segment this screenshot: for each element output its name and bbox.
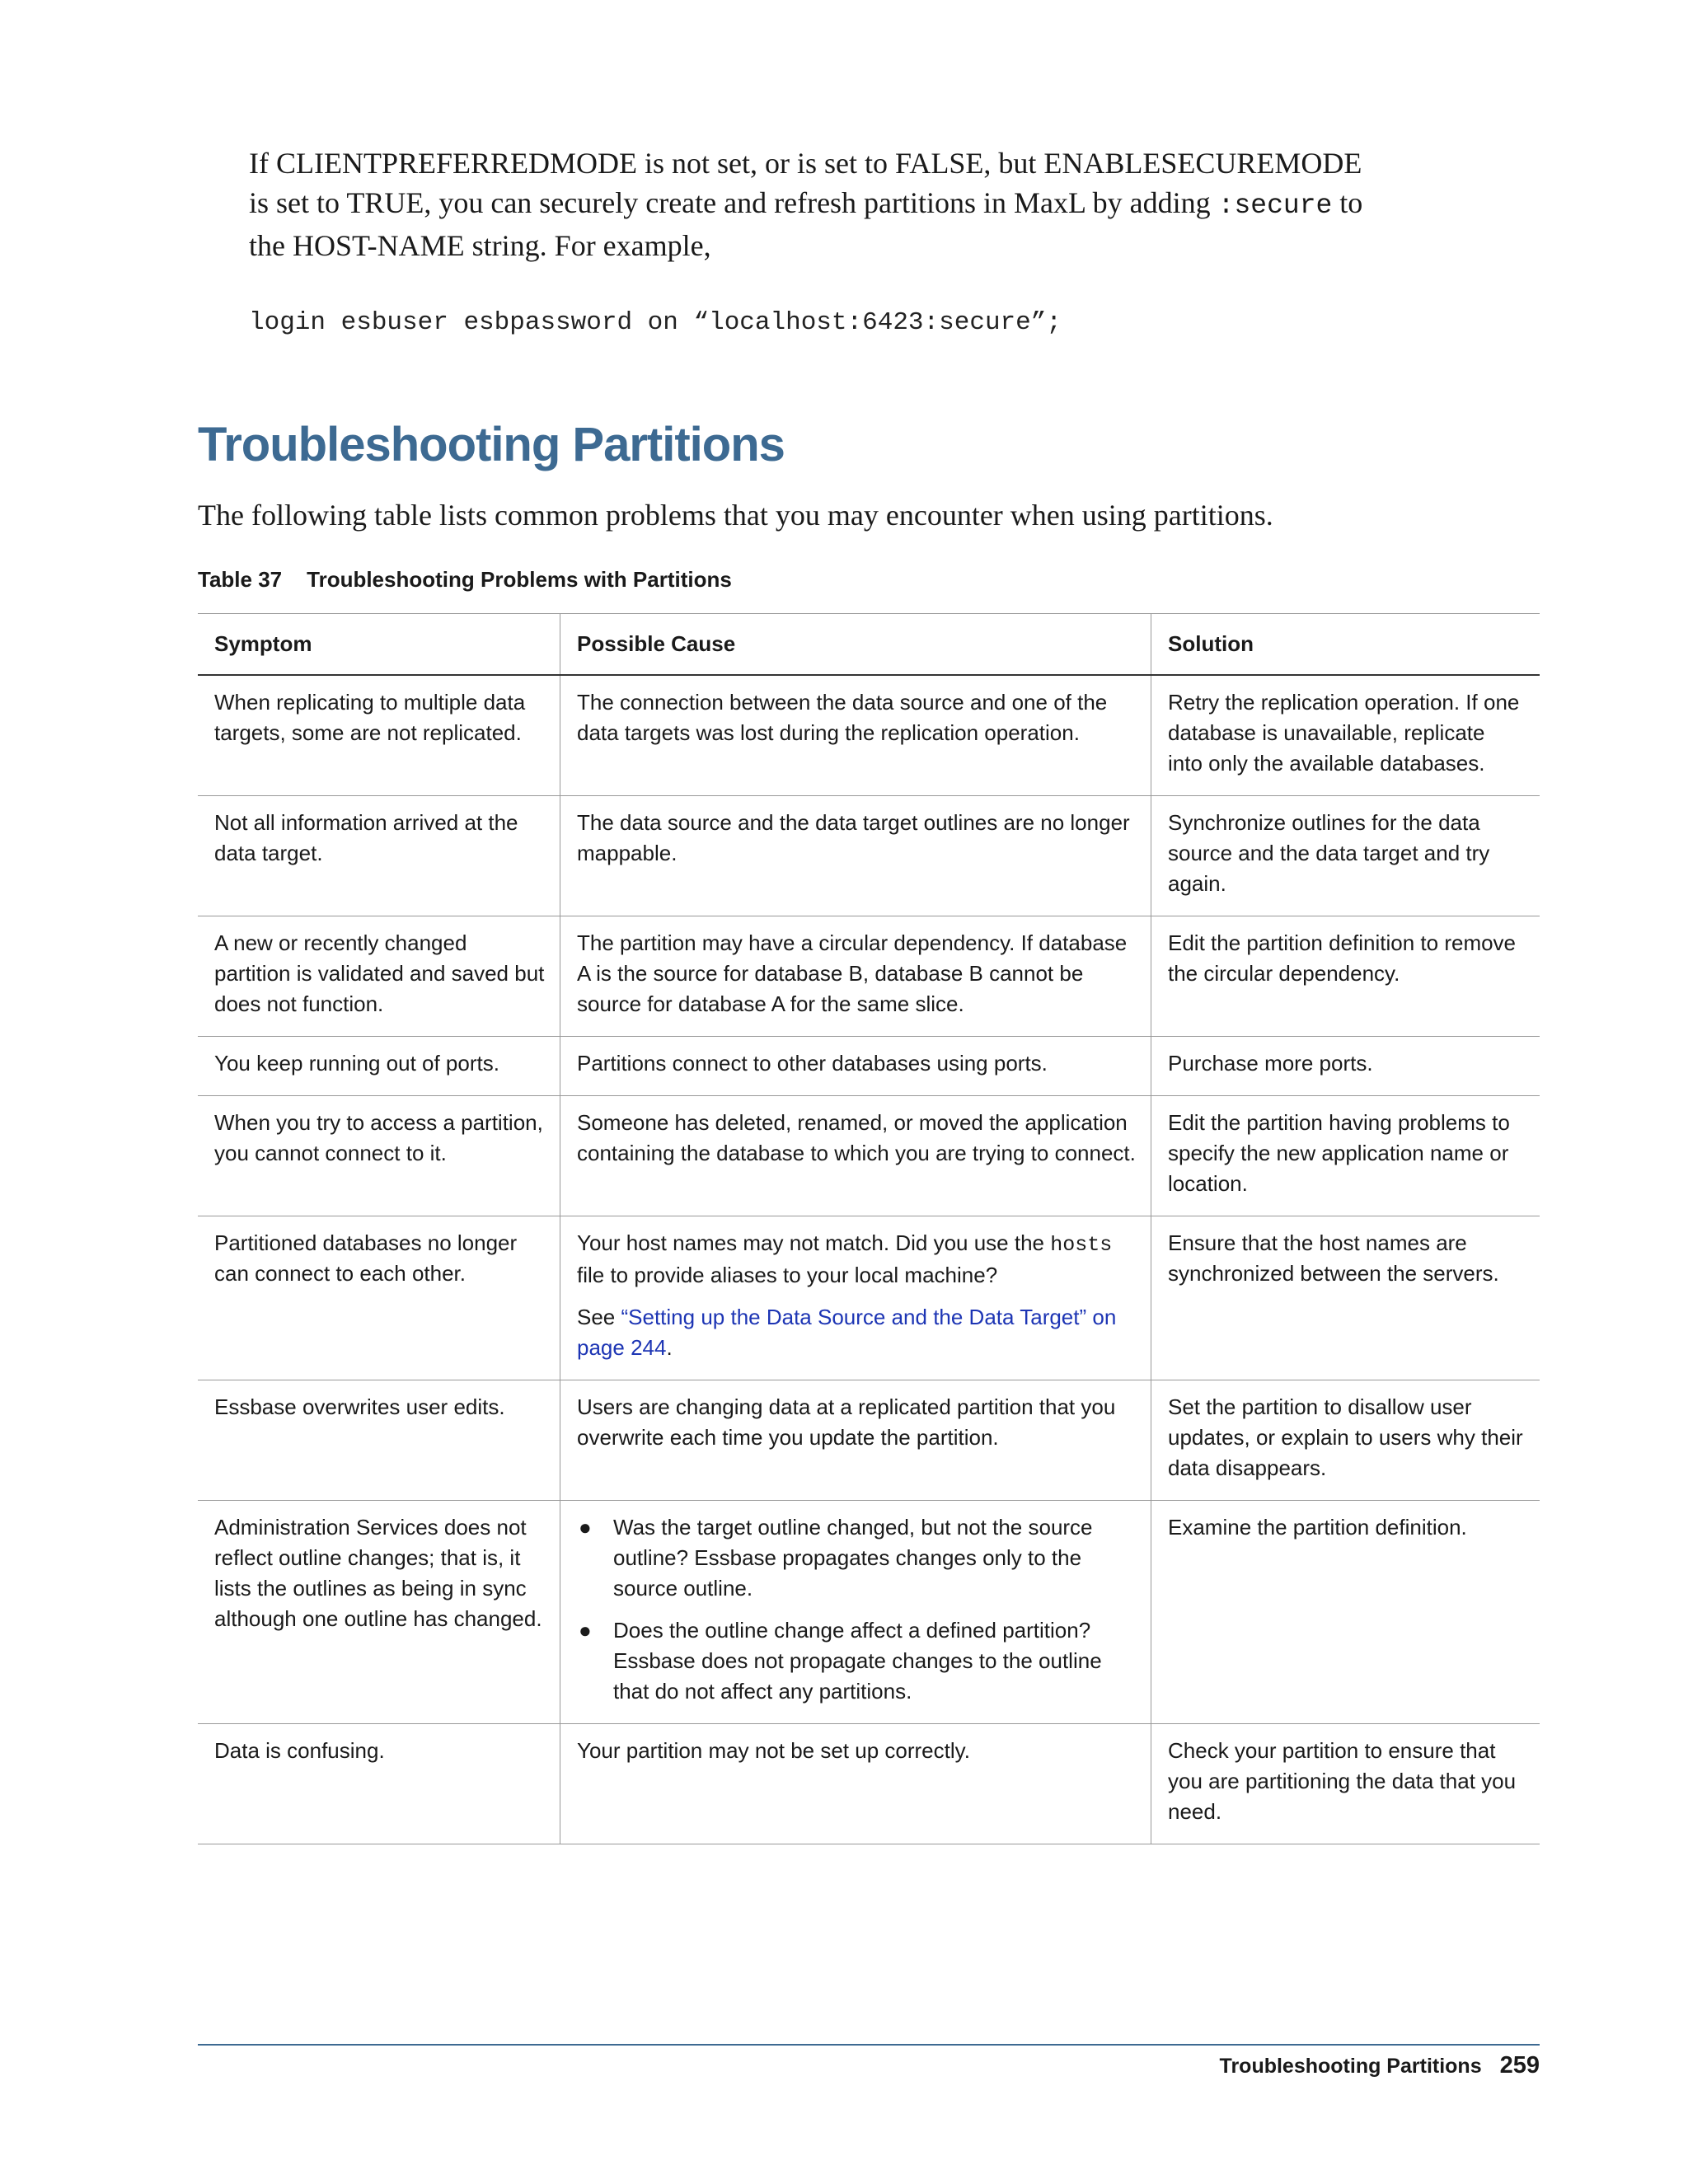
symptom-cell: You keep running out of ports.: [198, 1037, 560, 1096]
cause-text-a: Your host names may not match. Did you use the: [577, 1230, 1051, 1255]
footer-divider: [198, 2044, 1540, 2046]
intro-text-a: If CLIENTPREFERREDMODE is not set, or is set to FALSE, but ENABLESECUREMODE is set to TRUE, you can securely create and refresh partitions in MaxL by adding: [249, 147, 1362, 219]
symptom-cell: When replicating to multiple data targets, some are not replicated.: [198, 675, 560, 796]
solution-cell: Set the partition to disallow user updates, or explain to users why their data disappears.: [1151, 1380, 1540, 1501]
page-number: 259: [1499, 2052, 1540, 2079]
footer-title: Troubleshooting Partitions: [1219, 2055, 1482, 2078]
solution-cell: Check your partition to ensure that you are partitioning the data that you need.: [1151, 1724, 1540, 1844]
hosts-inline-code: hosts: [1050, 1233, 1113, 1257]
troubleshooting-table: [198, 613, 1540, 1844]
table-row: [198, 675, 1540, 796]
solution-cell: Synchronize outlines for the data source and the data target and try again.: [1151, 796, 1540, 916]
symptom-cell: When you try to access a partition, you cannot connect to it.: [198, 1096, 560, 1216]
header-solution: Solution: [1151, 614, 1540, 676]
lead-paragraph: The following table lists common problems that you may encounter when using partitions.: [198, 499, 1273, 532]
intro-paragraph: [249, 143, 1386, 265]
header-symptom: Symptom: [198, 614, 560, 676]
cause-cell: The partition may have a circular dependency. If database A is the source for database B, database B cannot be source for database A for the same slice.: [560, 916, 1151, 1037]
symptom-cell: Data is confusing.: [198, 1724, 560, 1844]
table-caption-number: Table 37: [198, 567, 283, 592]
table-header-row: [198, 614, 1540, 676]
page-footer: [1220, 2052, 1540, 2079]
table-row: [198, 1380, 1540, 1501]
cause-cell: [560, 1501, 1151, 1724]
solution-cell: Edit the partition definition to remove the circular dependency.: [1151, 916, 1540, 1037]
intro-text-b: to the HOST-NAME string. For example,: [249, 186, 1363, 262]
symptom-cell: Essbase overwrites user edits.: [198, 1380, 560, 1501]
symptom-cell: A new or recently changed partition is validated and saved but does not function.: [198, 916, 560, 1037]
cause-cell: Someone has deleted, renamed, or moved the application containing the database to which you are trying to connect.: [560, 1096, 1151, 1216]
bullet-icon: ●: [579, 1618, 592, 1643]
cause-cell: [560, 1216, 1151, 1380]
symptom-cell: Administration Services does not reflect outline changes; that is, it lists the outlines as being in sync although one outline has changed.: [198, 1501, 560, 1724]
cause-paragraph: [577, 1228, 1136, 1291]
solution-cell: Retry the replication operation. If one database is unavailable, replicate into only the available databases.: [1151, 675, 1540, 796]
cross-reference-link[interactable]: “Setting up the Data Source and the Data Target” on page 244: [577, 1305, 1117, 1360]
solution-cell: Examine the partition definition.: [1151, 1501, 1540, 1724]
code-example: login esbuser esbpassword on “localhost:6423:secure”;: [249, 308, 1062, 337]
cause-cell: The data source and the data target outlines are no longer mappable.: [560, 796, 1151, 916]
solution-cell: Edit the partition having problems to specify the new application name or location.: [1151, 1096, 1540, 1216]
solution-cell: Purchase more ports.: [1151, 1037, 1540, 1096]
see-end: .: [666, 1335, 673, 1360]
bullet-text: Does the outline change affect a defined partition? Essbase does not propagate changes to the outline that do not affect any partitions.: [613, 1618, 1102, 1704]
symptom-cell: Partitioned databases no longer can connect to each other.: [198, 1216, 560, 1380]
table-row: [198, 1216, 1540, 1380]
table-row: [198, 1037, 1540, 1096]
cause-cell: Partitions connect to other databases using ports.: [560, 1037, 1151, 1096]
see-text: See: [577, 1305, 621, 1329]
section-title: Troubleshooting Partitions: [198, 418, 785, 471]
header-possible-cause: Possible Cause: [560, 614, 1151, 676]
see-also-paragraph: [577, 1302, 1136, 1363]
cause-cell: Users are changing data at a replicated partition that you overwrite each time you update the partition.: [560, 1380, 1151, 1501]
table-row: [198, 916, 1540, 1037]
intro-inline-code: :secure: [1217, 190, 1333, 221]
cause-cell: Your partition may not be set up correctly.: [560, 1724, 1151, 1844]
table-row: [198, 1096, 1540, 1216]
bullet-text: Was the target outline changed, but not the source outline? Essbase propagates changes only to the source outline.: [613, 1515, 1093, 1601]
cause-bullet-item: [577, 1512, 1136, 1604]
cause-bullet-list: [577, 1512, 1136, 1707]
cause-cell: The connection between the data source and one of the data targets was lost during the replication operation.: [560, 675, 1151, 796]
bullet-icon: ●: [579, 1515, 592, 1540]
table-row: [198, 796, 1540, 916]
symptom-cell: Not all information arrived at the data target.: [198, 796, 560, 916]
solution-cell: Ensure that the host names are synchronized between the servers.: [1151, 1216, 1540, 1380]
cause-bullet-item: [577, 1615, 1136, 1707]
table-row: [198, 1724, 1540, 1844]
cause-text-b: file to provide aliases to your local machine?: [577, 1263, 998, 1287]
table-caption-title: Troubleshooting Problems with Partitions: [307, 567, 732, 592]
table-caption: [198, 567, 732, 593]
table-row: [198, 1501, 1540, 1724]
